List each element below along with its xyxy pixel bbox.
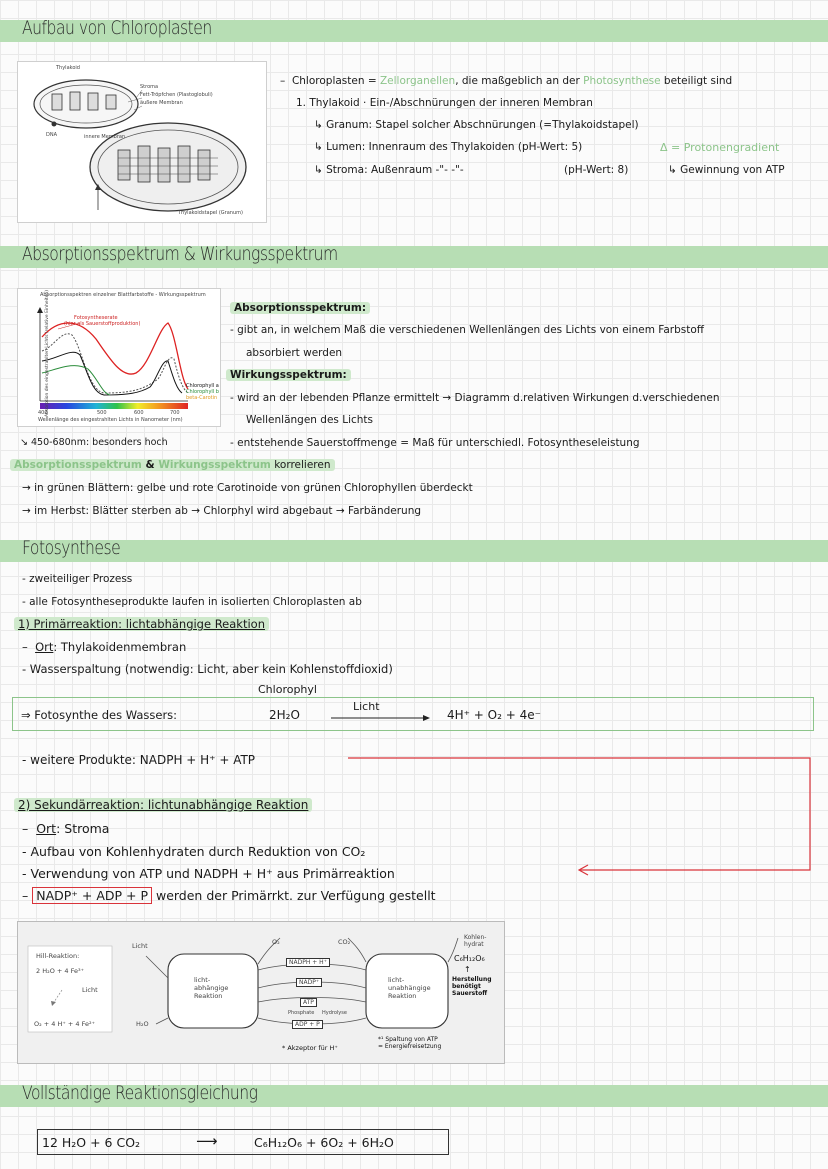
chloroplast-definition: – Chloroplasten = Zellorganellen, die maßgeblich an der Photosynthese beteiligt sind (280, 75, 733, 87)
heading-fotosynthese: Fotosynthese (22, 537, 121, 559)
absorption-text-1: - gibt an, in welchem Maß die verschiedenen Wellenlängen des Lichts von einem Farbstoff (230, 324, 705, 336)
nadp-box: NADP⁺ (296, 978, 322, 987)
photosynthese: Photosynthese (583, 75, 661, 87)
def-pre: Chloroplasten = (291, 75, 380, 87)
akzeptor-note: * Akzeptor für H⁺ (282, 1044, 338, 1052)
legend-item: Chlorophyll a (186, 383, 219, 389)
ort-value: : Thylakoidenmembran (53, 640, 187, 654)
primaer-heading-text: 1) Primärreaktion: lichtabhängige Reaktion (14, 617, 269, 631)
heading-gleichung: Vollständige Reaktionsgleichung (22, 1082, 258, 1104)
overall-right: C₆H₁₂O₆ + 6O₂ + 6H₂O (254, 1135, 394, 1150)
korrelation-highlight (10, 459, 335, 471)
x-tick: 700 (170, 410, 180, 416)
curve-label: (hier als Sauerstoffproduktion) (64, 321, 141, 327)
o2-label: O₂ (272, 938, 280, 946)
ort2-label: Ort (36, 821, 57, 836)
prozess-line: - zweiteiliger Prozess (22, 573, 133, 585)
phosphat-label: Phosphate (288, 1010, 315, 1016)
atp-gewinnung: ↳ Gewinnung von ATP (668, 164, 785, 176)
fig-label: Thylakoidstapel (Granum) (178, 210, 243, 216)
x-axis-label: Wellenlänge des eingestrahlten Lichts in Nanometer (nm) (38, 417, 183, 423)
up-arrow-icon: ↑ (464, 965, 471, 974)
fig-label: Fett-Tröpfchen (Plastoglobuli) (140, 92, 213, 98)
def-mid: , die maßgeblich an der (455, 75, 584, 87)
spectrum-title: Absorptionsspektren einzelner Blattfarbstoffe - Wirkungsspektrum (40, 292, 206, 298)
lumen-line: ↳ Lumen: Innenraum des Thylakoiden (pH-Wert: 5) (314, 141, 583, 153)
hill-title: Hill-Reaktion: (36, 952, 80, 960)
absorption-heading (230, 302, 370, 314)
eq-label: ⇒ Fotosynthe des Wassers: (21, 708, 178, 722)
amp: & (141, 459, 159, 471)
wirkung-text-1: - wird an der lebenden Pflanze ermittelt → Diagramm d.relativen Wirkungen d.verschiedenen (230, 392, 720, 404)
chloroplast-figure (17, 61, 267, 223)
eq-arrow (331, 714, 431, 722)
protonengradient: Δ = Protonengradient (660, 141, 780, 154)
nadph-box: NADPH + H⁺ (286, 958, 330, 967)
ort2-value: : Stroma (56, 821, 110, 836)
stroma-line: ↳ Stroma: Außenraum -"- -"- (314, 164, 464, 176)
chloroplasten-line: - alle Fotosyntheseprodukte laufen in isolierten Chloroplasten ab (22, 596, 362, 608)
wirkung-text-3: - entstehende Sauerstoffmenge = Maß für unterschiedl. Fotosyntheseleistung (230, 437, 640, 449)
overall-equation-box (37, 1129, 449, 1155)
overall-left: 12 H₂O + 6 CO₂ (42, 1135, 141, 1150)
weitere-produkte: - weitere Produkte: NADPH + H⁺ + ATP (22, 753, 256, 767)
ort-stroma: – Ort: Stroma (22, 821, 110, 836)
fig-label: Stroma (140, 84, 159, 90)
absorption-text-2: absorbiert werden (246, 347, 343, 359)
photosynthesis-diagram (17, 921, 505, 1064)
wasserspaltung: - Wasserspaltung (notwendig: Licht, aber kein Kohlenstoffdioxid) (22, 662, 393, 676)
x-tick: 400 (38, 410, 48, 416)
herstellung-note: Herstellung benötigt Sauerstoff (452, 976, 492, 997)
fig-label: Thylakoid (56, 65, 80, 71)
x-tick: 500 (97, 410, 107, 416)
overall-arrow: ⟶ (196, 1132, 218, 1150)
x-tick: 600 (134, 410, 144, 416)
def-post: beteiligt sind (660, 75, 733, 87)
legend-item: Chlorophyll b (186, 389, 219, 395)
herbst: → im Herbst: Blätter sterben ab → Chlorphyl wird abgebaut → Farbänderung (22, 505, 422, 517)
hill-bottom: O₂ + 4 H⁺ + 4 Fe²⁺ (34, 1020, 96, 1028)
sekundaer-heading-text: 2) Sekundärreaktion: lichtunabhängige Reaktion (14, 798, 312, 812)
box-lichtunabhaengig: licht- unabhängige Reaktion (388, 976, 431, 1000)
nadp-post: werden der Primärrkt. zur Verfügung gestellt (152, 888, 436, 903)
fig-label: DNA (46, 132, 58, 138)
nadp-line: – NADP⁺ + ADP + P werden der Primärrkt. zur Verfügung gestellt (22, 888, 436, 903)
fig-label: innere Membran (84, 134, 126, 140)
hydrolyse-label: Hydrolyse (322, 1010, 347, 1016)
ort-thylakoid: – Ort: Thylakoidenmembran (22, 640, 187, 654)
red-connector (348, 754, 818, 878)
stroma-ph: (pH-Wert: 8) (564, 164, 629, 176)
thylakoid-line: 1. Thylakoid · Ein-/Abschnürungen der inneren Membran (296, 97, 593, 109)
hill-top: 2 H₂O + 4 Fe³⁺ (36, 967, 85, 975)
kohlenhydrat-label: Kohlen- hydrat (464, 934, 487, 948)
box-lichtabhaengig: licht- abhängige Reaktion (194, 976, 229, 1000)
eq-right: 4H⁺ + O₂ + 4e⁻ (447, 708, 541, 722)
spectrum-note: ↘ 450-680nm: besonders hoch (20, 437, 168, 448)
spaltung-note: *¹ Spaltung von ATP = Energiefreisetzung (378, 1036, 442, 1050)
co2-label: CO₂ (338, 938, 351, 946)
spectrum-figure (17, 288, 221, 427)
zellorganellen: Zellorganellen (379, 75, 456, 87)
hill-licht: Licht (82, 986, 98, 994)
absorption-term: Absorptionsspektrum (14, 459, 142, 471)
wirkung-term: Wirkungsspektrum (158, 459, 271, 471)
granum-line: ↳ Granum: Stapel solcher Abschnürungen (=Thylakoidstapel) (314, 119, 639, 131)
section-band-fotosynthese (0, 540, 828, 562)
korrelieren: korrelieren (270, 459, 331, 471)
curve-label: Fotosyntheserate (74, 315, 118, 321)
fig-label: äußere Membran (140, 100, 183, 106)
eq-arrow-label: Licht (353, 700, 380, 713)
heading-chloroplasten: Aufbau von Chloroplasten (22, 17, 212, 39)
adp-box: ADP + P (292, 1020, 323, 1029)
aufbau-kohlenhydrate: - Aufbau von Kohlenhydraten durch Reduktion von CO₂ (22, 844, 366, 859)
licht-label: Licht (132, 942, 148, 950)
y-axis-label: Absorption des eingestrahlten Lichts (relative Einheiten) (45, 289, 51, 418)
sekundaer-heading (14, 798, 312, 812)
wirkung-heading (226, 369, 351, 381)
eq-left: 2H₂O (269, 708, 300, 722)
ort-label: Ort (35, 640, 54, 654)
atp-box: ATP (300, 998, 317, 1007)
wirkung-heading-text: Wirkungsspektrum: (226, 369, 351, 381)
primaer-heading (14, 617, 269, 631)
verwendung-atp: - Verwendung von ATP und NADPH + H⁺ aus Primärreaktion (22, 866, 395, 881)
nadp-box: NADP⁺ + ADP + P (32, 887, 152, 904)
legend-item: beta-Carotin (186, 395, 218, 401)
heading-spektrum: Absorptionsspektrum & Wirkungsspektrum (22, 243, 338, 265)
glucose-label: C₆H₁₂O₆ (454, 954, 485, 963)
korrelation-line (10, 459, 335, 471)
absorption-heading-text: Absorptionsspektrum: (230, 302, 370, 314)
wasser-equation-box (12, 697, 814, 731)
chlorophyl-label: Chlorophyl (258, 683, 317, 696)
gruene-blaetter: → in grünen Blättern: gelbe und rote Carotinoide von grünen Chlorophyllen überdeckt (22, 482, 473, 494)
h2o-label: H₂O (136, 1020, 149, 1028)
wirkung-text-2: Wellenlängen des Lichts (246, 414, 374, 426)
